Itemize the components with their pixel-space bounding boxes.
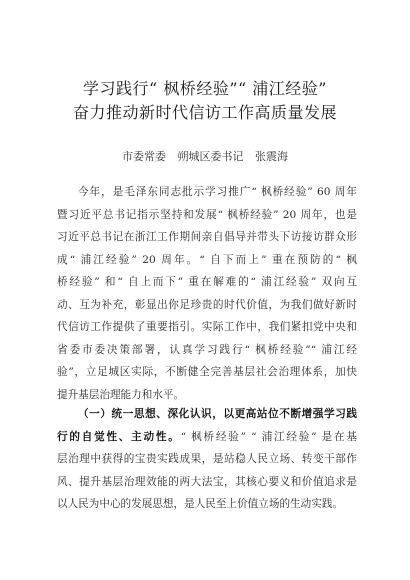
author-role-1: 市委常委 — [122, 150, 166, 163]
section-heading-line-2: 行的自觉性、主动性。 — [57, 430, 181, 443]
document-title-line-2: 奋力推动新时代信访工作高质量发展 — [72, 103, 337, 122]
paragraph-2 — [57, 403, 357, 516]
paragraph-1-line: 代信访工作提供了重要指引。实际工作中，我们紧扣党中央和 — [57, 321, 357, 333]
author-role-2: 朔城区委书记 — [177, 150, 244, 163]
paragraph-1-line: 验”，立足城区实际，不断健全完善基层社会治理体系，加快 — [57, 366, 357, 378]
paragraph-2-line — [57, 426, 357, 449]
author-byline — [0, 148, 410, 164]
paragraph-1-line: 成“ 浦江经验” 20 周年。“ 自下而上” 重在预防的“ 枫 — [57, 253, 357, 266]
author-name: 张震海 — [255, 150, 288, 163]
paragraph-1 — [57, 181, 357, 406]
paragraph-2-line: 以人民为中心的发展思想，是人民至上价值立场的生动实践。 — [57, 498, 344, 510]
paragraph-2-line: 层治理中获得的宝贵实践成果，是站稳人民立场、转变干部作 — [57, 453, 357, 465]
section-heading-line-1: （一）统一思想、深化认识，以更高站位不断增强学习践 — [78, 408, 357, 420]
paragraph-1-line: 桥经验” 和“ 自上而下” 重在解难的“ 浦江经验” 双向互 — [57, 276, 357, 288]
paragraph-1-line: 今年，是毛泽东同志批示学习推广“ 枫桥经验” 60 周年 — [78, 186, 357, 198]
paragraph-1-line: 暨习近平总书记指示坚持和发展“ 枫桥经验” 20 周年，也是 — [57, 208, 357, 221]
paragraph-1-line: 省委市委决策部署，认真学习践行“ 枫桥经验”“ 浦江经 — [57, 343, 357, 356]
paragraph-1-line: 提升基层治理能力和水平。 — [57, 388, 185, 401]
paragraph-1-line: 习近平总书记在浙江工作期间亲自倡导并带头下访接访群众形 — [57, 231, 357, 243]
document-title-line-1: 学习践行“ 枫桥经验”“ 浦江经验” — [83, 79, 327, 98]
paragraph-1-line: 动、互为补充，彰显出你足珍贵的时代价值，为我们做好新时 — [57, 298, 357, 311]
paragraph-2-line-text: “ 枫桥经验” “ 浦江经验” 是在基 — [180, 430, 357, 443]
paragraph-2-line: 风、提升基层治理效能的两大法宝，其核心要义和价值追求是 — [57, 475, 357, 488]
